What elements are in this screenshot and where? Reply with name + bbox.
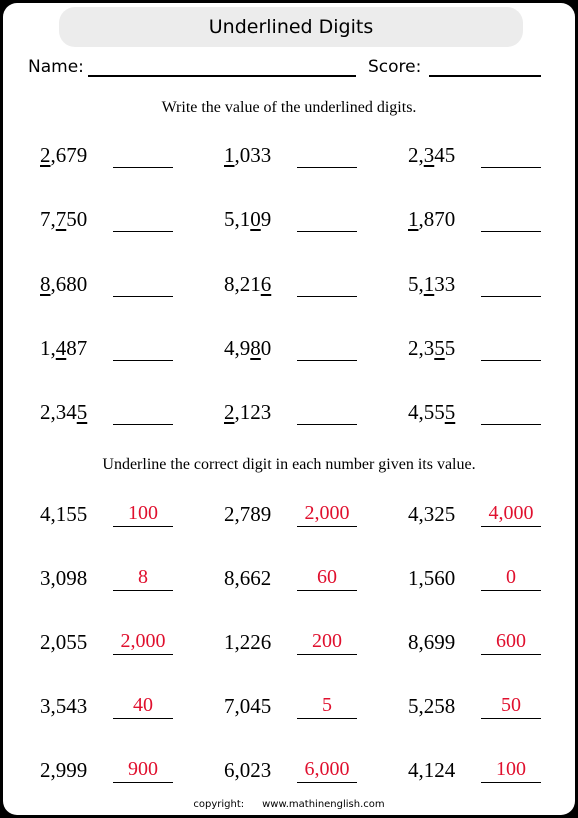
answer-blank[interactable] [481,296,541,297]
underlined-digit: 1 [423,272,435,296]
answer-blank [481,782,541,783]
given-value: 50 [501,694,521,716]
given-value: 2,000 [120,630,166,652]
given-value: 4,000 [488,502,534,524]
underlined-digit: 8 [250,336,261,360]
underlined-digit: 6 [260,272,272,296]
answer-blank[interactable] [297,424,357,425]
underlined-digit: 2 [224,400,235,424]
answer-blank [113,654,173,655]
number: 5,133 [408,272,456,296]
number: 4,555 [408,400,456,424]
answer-blank[interactable] [481,424,541,425]
number: 5,109 [224,207,272,231]
answer-blank[interactable] [113,231,173,232]
given-value: 200 [312,630,342,652]
number: 4,325 [408,502,456,526]
number: 6,023 [224,758,272,782]
worksheet-page [3,3,575,815]
name-line [88,75,356,77]
given-value: 100 [496,758,526,780]
underlined-digit: 7 [55,207,67,231]
underlined-digit: 1 [408,207,419,231]
underlined-digit: 2 [40,143,51,167]
number: 2,679 [40,143,88,167]
answer-blank[interactable] [481,360,541,361]
footer [3,799,575,810]
answer-blank[interactable] [297,296,357,297]
answer-blank[interactable] [297,231,357,232]
number: 1,870 [408,207,456,231]
underlined-digit: 5 [434,336,445,360]
answer-blank [297,654,357,655]
underlined-digit: 5 [76,400,88,424]
copyright-label: copyright: [193,799,245,810]
answer-blank [113,590,173,591]
worksheet-title: Underlined Digits [59,7,523,47]
answer-blank[interactable] [113,360,173,361]
answer-blank[interactable] [113,167,173,168]
number: 1,226 [224,630,272,654]
number: 1,487 [40,336,88,360]
underlined-digit: 1 [224,143,235,167]
given-value: 40 [133,694,153,716]
number: 2,055 [40,630,88,654]
number: 2,123 [224,400,272,424]
number: 1,033 [224,143,272,167]
answer-blank [297,782,357,783]
given-value: 6,000 [304,758,350,780]
answer-blank [297,526,357,527]
answer-blank [297,718,357,719]
answer-blank [113,782,173,783]
number: 8,662 [224,566,272,590]
given-value: 60 [317,566,337,588]
answer-blank [113,526,173,527]
answer-blank [481,526,541,527]
answer-blank[interactable] [113,424,173,425]
number: 2,355 [408,336,456,360]
score-label: Score: [368,57,422,77]
number: 5,258 [408,694,456,718]
number: 4,980 [224,336,272,360]
given-value: 100 [128,502,158,524]
answer-blank [113,718,173,719]
number: 7,750 [40,207,88,231]
given-value: 0 [506,566,516,588]
number: 8,216 [224,272,272,296]
number: 2,999 [40,758,88,782]
name-score-row [28,55,548,81]
answer-blank[interactable] [297,167,357,168]
number: 2,345 [40,400,88,424]
number: 2,789 [224,502,272,526]
underlined-digit: 0 [250,207,261,231]
number: 1,560 [408,566,456,590]
number: 3,098 [40,566,88,590]
underlined-digit: 5 [444,400,456,424]
number: 8,680 [40,272,88,296]
answer-blank[interactable] [481,231,541,232]
answer-blank[interactable] [113,296,173,297]
given-value: 900 [128,758,158,780]
underlined-digit: 8 [40,272,51,296]
given-value: 2,000 [304,502,350,524]
number: 2,345 [408,143,456,167]
section2-instruction: Underline the correct digit in each number given its value. [102,456,476,473]
underlined-digit: 4 [55,336,67,360]
given-value: 5 [322,694,332,716]
given-value: 8 [138,566,148,588]
section1-instruction: Write the value of the underlined digits. [161,99,417,116]
answer-blank [481,718,541,719]
answer-blank[interactable] [481,167,541,168]
number: 4,124 [408,758,456,782]
answer-blank[interactable] [297,360,357,361]
number: 8,699 [408,630,456,654]
number: 3,543 [40,694,88,718]
name-label: Name: [28,57,84,77]
score-line [429,75,541,77]
number: 4,155 [40,502,88,526]
answer-blank [481,590,541,591]
given-value: 600 [496,630,526,652]
answer-blank [481,654,541,655]
site-url: www.mathinenglish.com [262,799,385,810]
number: 7,045 [224,694,272,718]
underlined-digit: 3 [423,143,435,167]
answer-blank [297,590,357,591]
